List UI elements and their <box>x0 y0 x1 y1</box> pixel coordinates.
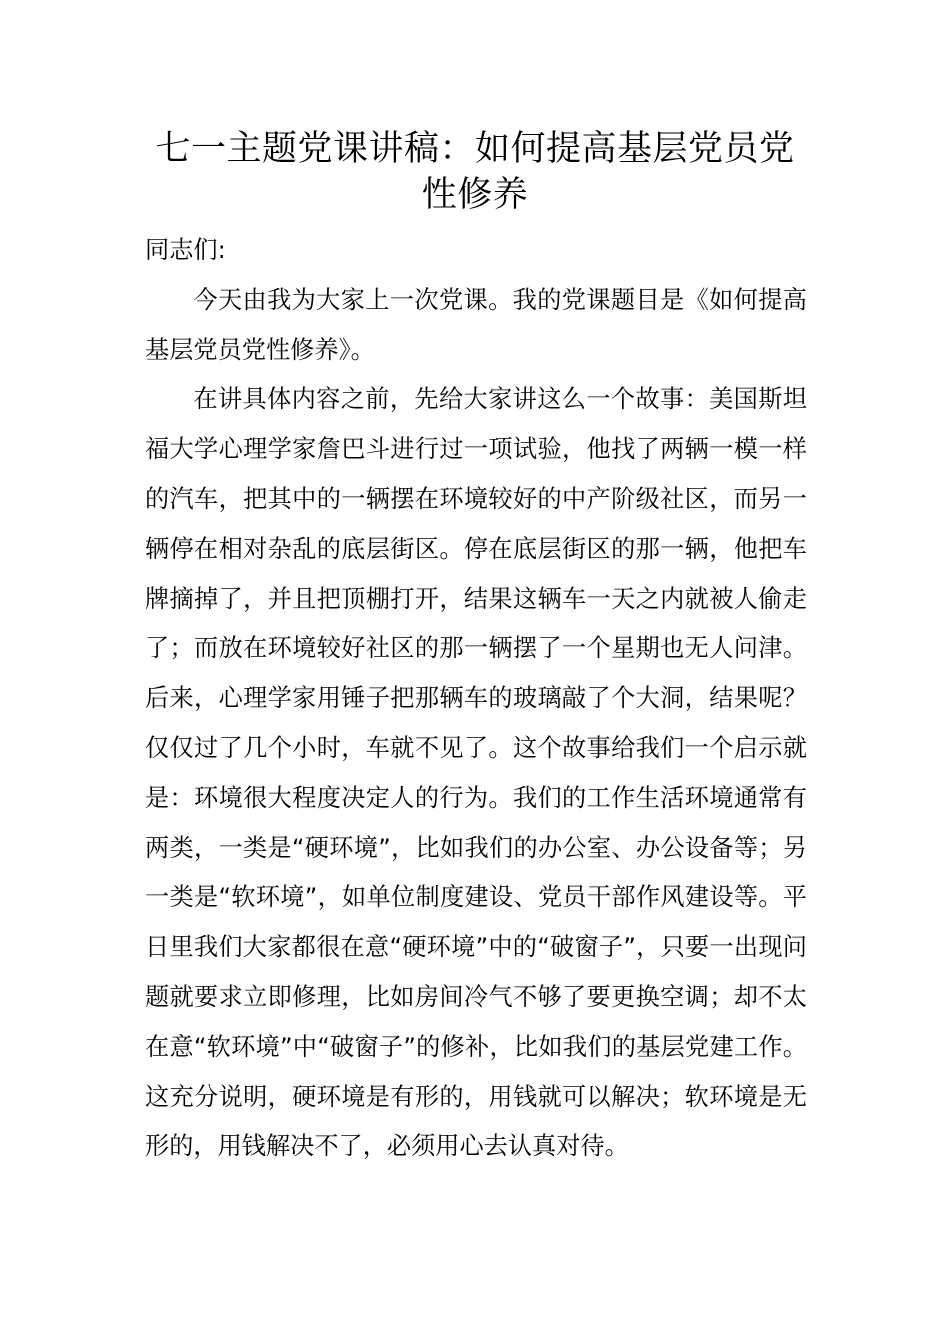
paragraph-intro: 今天由我为大家上一次党课。我的党课题目是《如何提高基层党员党性修养》。 <box>145 285 807 364</box>
document-body <box>145 226 807 1172</box>
document-title: 七一主题党课讲稿：如何提高基层党员党性修养 <box>155 129 795 215</box>
salutation: 同志们: <box>145 236 226 264</box>
paragraph-story: 在讲具体内容之前，先给大家讲这么一个故事：美国斯坦福大学心理学家詹巴斗进行过一项试验，他找了两辆一模一样的汽车，把其中的一辆摆在环境较好的中产阶级社区，而另一辆停在相对杂乱的底层街区。停在底层街区的那一辆，他把车牌摘掉了，并且把顶棚打开，结果这辆车一天之内就被人偷走了；而放在环境较好社区的那一辆摆了一个星期也无人问津。后来，心理学家用锤子把那辆车的玻璃敲了个大洞，结果呢？仅仅过了几个小时，车就不见了。这个故事给我们一个启示就是：环境很大程度决定人的行为。我们的工作生活环境通常有两类，一类是“硬环境”，比如我们的办公室、办公设备等；另一类是“软环境”，如单位制度建设、党员干部作风建设等。平日里我们大家都很在意“硬环境”中的“破窗子”，只要一出现问题就要求立即修理，比如房间冷气不够了要更换空调；却不太在意“软环境”中“破窗子”的修补，比如我们的基层党建工作。这充分说明，硬环境是有形的，用钱就可以解决；软环境是无形的，用钱解决不了，必须用心去认真对待。 <box>145 385 807 1161</box>
